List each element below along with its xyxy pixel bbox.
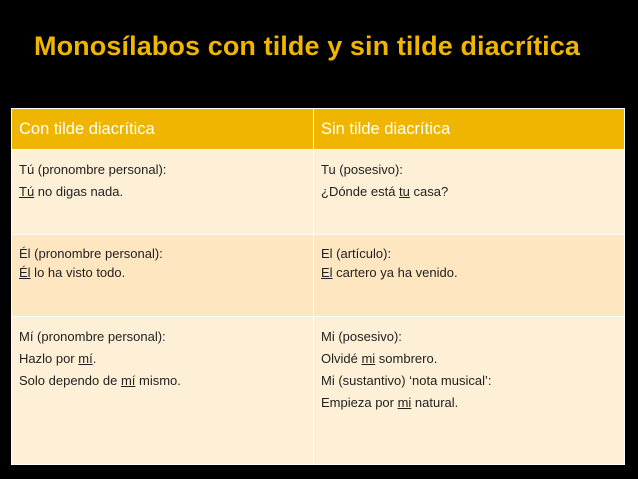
cell-mi-pronombre bbox=[12, 317, 314, 465]
cell-tu-pronombre bbox=[12, 150, 314, 235]
cell-text: mismo. bbox=[135, 373, 181, 388]
cell-text: Solo dependo de bbox=[19, 373, 121, 388]
cell-text: . bbox=[92, 351, 97, 366]
cell-text: sombrero. bbox=[375, 351, 438, 366]
cell-line bbox=[321, 392, 617, 414]
table-row bbox=[12, 235, 625, 317]
cell-tu-posesivo bbox=[314, 150, 625, 235]
cell-line: Tu (posesivo): bbox=[321, 162, 403, 177]
table-header-row bbox=[12, 109, 625, 150]
highlighted-word: tu bbox=[399, 184, 410, 199]
cell-text: ¿Dónde está bbox=[321, 184, 400, 199]
cell-text: natural. bbox=[411, 395, 459, 410]
cell-mi-posesivo bbox=[314, 317, 625, 465]
cell-line: Él (pronombre personal): bbox=[19, 246, 163, 261]
highlighted-word: Tú bbox=[19, 184, 35, 199]
diacritic-table bbox=[11, 108, 625, 465]
table-row bbox=[12, 150, 625, 235]
cell-text: no digas nada. bbox=[34, 184, 124, 199]
cell-line bbox=[321, 263, 617, 282]
cell-line bbox=[321, 348, 617, 370]
cell-text: lo ha visto todo. bbox=[30, 265, 126, 280]
cell-text: casa? bbox=[409, 184, 449, 199]
cell-text: Hazlo por bbox=[19, 351, 79, 366]
cell-line: Mi (sustantivo) ‘nota musical’: bbox=[321, 373, 492, 388]
header-sin-tilde: Sin tilde diacrítica bbox=[314, 109, 625, 150]
cell-line bbox=[19, 181, 306, 203]
cell-text: Olvidé bbox=[321, 351, 362, 366]
cell-text: Empieza por bbox=[321, 395, 398, 410]
cell-line: El (artículo): bbox=[321, 246, 392, 261]
cell-line bbox=[321, 181, 617, 203]
highlighted-word: mi bbox=[397, 395, 412, 410]
cell-line: Mi (posesivo): bbox=[321, 329, 402, 344]
cell-el-pronombre bbox=[12, 235, 314, 317]
cell-line bbox=[19, 263, 306, 282]
slide-title: Monosílabos con tilde y sin tilde diacrítica bbox=[34, 31, 581, 61]
cell-line bbox=[19, 348, 306, 370]
highlighted-word: Él bbox=[19, 265, 31, 280]
cell-el-articulo bbox=[314, 235, 625, 317]
highlighted-word: mi bbox=[361, 351, 376, 366]
cell-text: cartero ya ha venido. bbox=[332, 265, 458, 280]
highlighted-word: mí bbox=[78, 351, 93, 366]
cell-line: Tú (pronombre personal): bbox=[19, 162, 167, 177]
highlighted-word: mí bbox=[120, 373, 136, 388]
cell-line: Mí (pronombre personal): bbox=[19, 329, 166, 344]
highlighted-word: El bbox=[321, 265, 333, 280]
table-row bbox=[12, 317, 625, 465]
cell-line bbox=[19, 370, 306, 392]
header-con-tilde: Con tilde diacrítica bbox=[12, 109, 314, 150]
